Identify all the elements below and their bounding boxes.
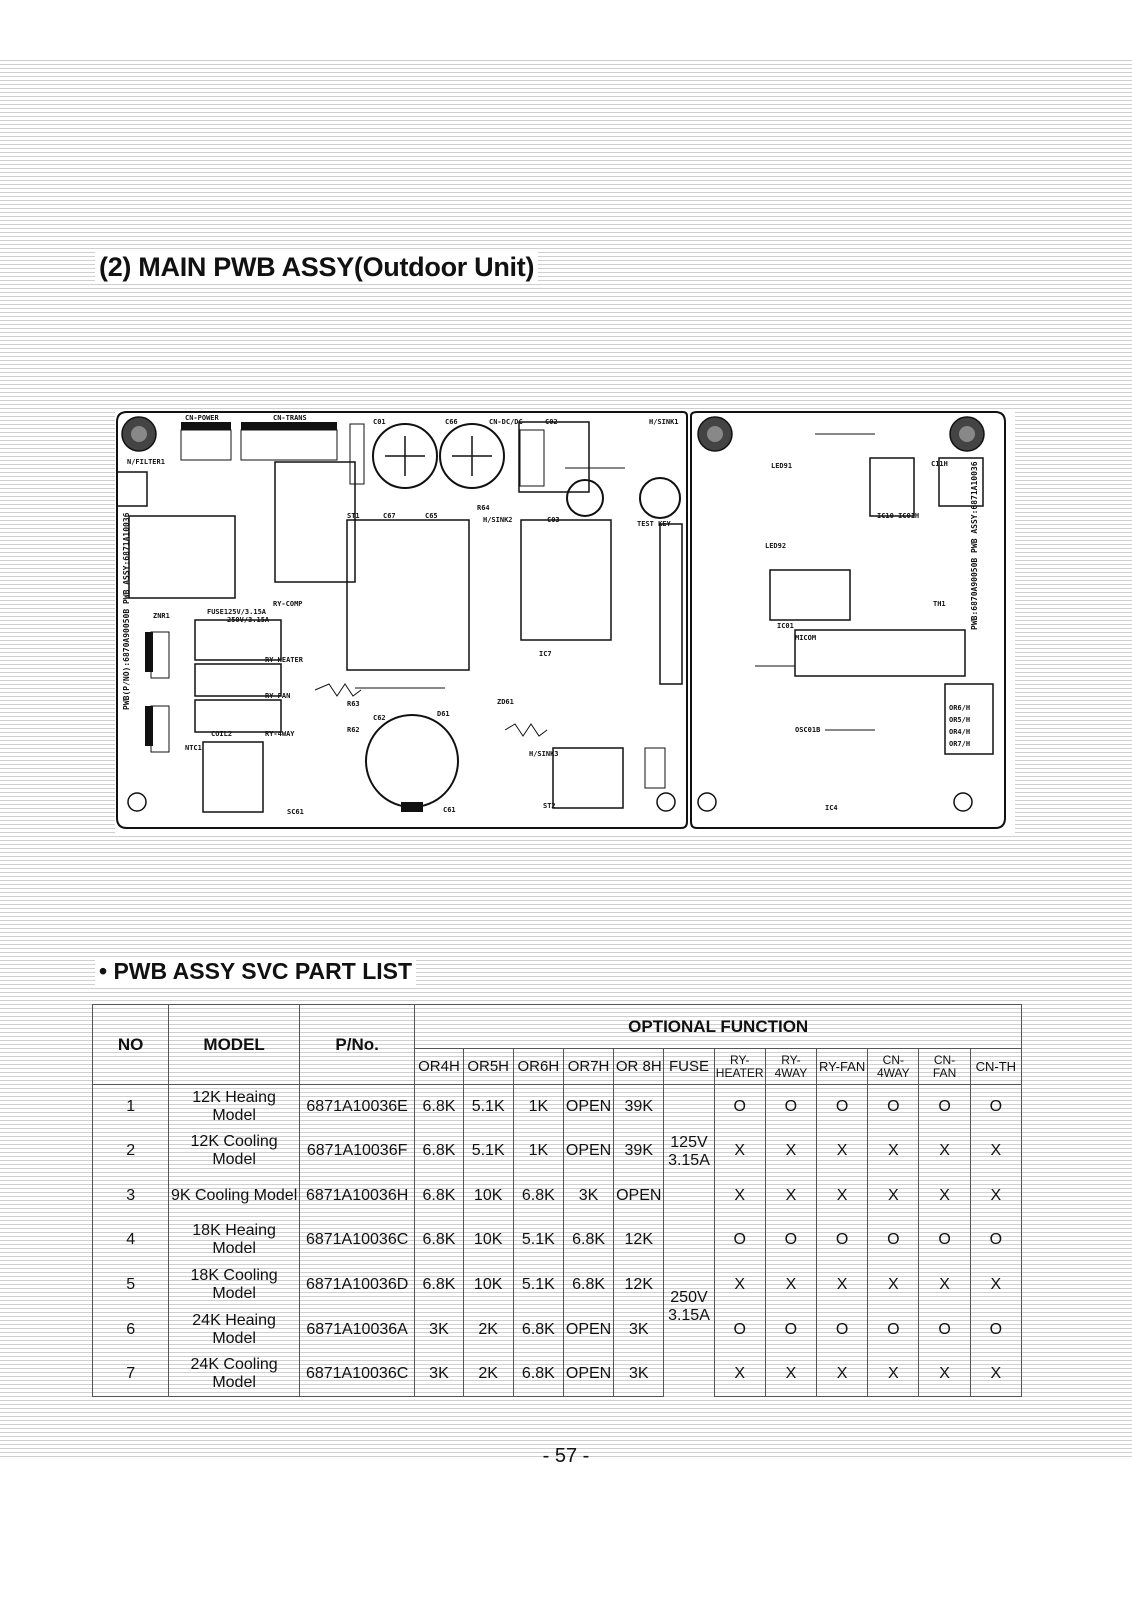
cell-or4h: 6.8K bbox=[415, 1085, 463, 1130]
table-row bbox=[93, 1085, 1022, 1130]
label-test-key: TEST KEY bbox=[637, 520, 671, 528]
cell-or8h: 39K bbox=[614, 1129, 664, 1174]
cell-model: 18K Cooling Model bbox=[169, 1263, 300, 1308]
label-or-options3: OR4/H bbox=[949, 728, 971, 736]
cell-or8h: 39K bbox=[614, 1085, 664, 1130]
label-c62: C62 bbox=[373, 714, 386, 722]
table-row bbox=[93, 1307, 1022, 1352]
cell-no: 5 bbox=[93, 1263, 169, 1308]
cell-option: X bbox=[714, 1129, 765, 1174]
label-ry-comp: RY-COMP bbox=[273, 600, 303, 608]
cell-pno: 6871A10036C bbox=[299, 1352, 414, 1397]
header-pno: P/No. bbox=[299, 1005, 414, 1085]
label-led91: LED91 bbox=[771, 462, 793, 470]
cell-option: O bbox=[817, 1307, 868, 1352]
header-ry-fan: RY-FAN bbox=[817, 1049, 868, 1085]
label-ic10: IC10 IC01H bbox=[877, 512, 920, 520]
header-ry-heater: RY- HEATER bbox=[714, 1049, 765, 1085]
label-r63: R63 bbox=[347, 700, 360, 708]
cell-or6h: 6.8K bbox=[513, 1307, 563, 1352]
header-or4h: OR4H bbox=[415, 1049, 463, 1085]
label-ic01: IC01 bbox=[777, 622, 794, 630]
header-fuse: FUSE bbox=[664, 1049, 714, 1085]
table-row bbox=[93, 1263, 1022, 1308]
cell-or8h: 12K bbox=[614, 1218, 664, 1263]
cell-no: 2 bbox=[93, 1129, 169, 1174]
cell-option: X bbox=[817, 1174, 868, 1219]
cell-option: O bbox=[868, 1085, 919, 1130]
label-fuse: FUSE125V/3.15A bbox=[207, 608, 267, 616]
table-row bbox=[93, 1174, 1022, 1219]
label-c02: C02 bbox=[545, 418, 558, 426]
cell-no: 7 bbox=[93, 1352, 169, 1397]
cell-option: X bbox=[714, 1174, 765, 1219]
cell-model: 12K Cooling Model bbox=[169, 1129, 300, 1174]
header-optional-function: OPTIONAL FUNCTION bbox=[415, 1005, 1022, 1049]
header-cn-fan: CN- FAN bbox=[919, 1049, 970, 1085]
cell-pno: 6871A10036H bbox=[299, 1174, 414, 1219]
cell-or6h: 5.1K bbox=[513, 1218, 563, 1263]
cell-or5h: 10K bbox=[463, 1174, 513, 1219]
cell-option: X bbox=[765, 1129, 816, 1174]
cell-option: X bbox=[868, 1263, 919, 1308]
cell-or7h: OPEN bbox=[563, 1352, 613, 1397]
header-ry-4way: RY- 4WAY bbox=[765, 1049, 816, 1085]
label-zd61: ZD61 bbox=[497, 698, 514, 706]
table-row bbox=[93, 1129, 1022, 1174]
cell-or4h: 6.8K bbox=[415, 1129, 463, 1174]
cell-option: X bbox=[868, 1129, 919, 1174]
label-c61: C61 bbox=[443, 806, 456, 814]
label-th1: TH1 bbox=[933, 600, 946, 608]
cell-no: 3 bbox=[93, 1174, 169, 1219]
cell-or5h: 2K bbox=[463, 1352, 513, 1397]
cell-no: 6 bbox=[93, 1307, 169, 1352]
label-c65: C65 bbox=[425, 512, 438, 520]
cell-or4h: 6.8K bbox=[415, 1263, 463, 1308]
cell-model: 18K Heaing Model bbox=[169, 1218, 300, 1263]
cell-pno: 6871A10036A bbox=[299, 1307, 414, 1352]
label-ic4: IC4 bbox=[825, 804, 838, 812]
cell-or5h: 5.1K bbox=[463, 1129, 513, 1174]
cell-or7h: OPEN bbox=[563, 1085, 613, 1130]
label-h-sink2: H/SINK2 bbox=[483, 516, 513, 524]
cell-or7h: 6.8K bbox=[563, 1263, 613, 1308]
cell-model: 12K Heaing Model bbox=[169, 1085, 300, 1130]
cell-option: X bbox=[919, 1263, 970, 1308]
cell-fuse: 250V 3.15A bbox=[664, 1218, 714, 1396]
label-r64: R64 bbox=[477, 504, 490, 512]
label-cn-trans: CN-TRANS bbox=[273, 414, 307, 422]
pwb-board-drawing bbox=[115, 410, 1015, 836]
cell-option: X bbox=[817, 1129, 868, 1174]
label-fuse-250: 250V/3.15A bbox=[227, 616, 270, 624]
label-ry-4way: RY-4WAY bbox=[265, 730, 295, 738]
cell-or7h: OPEN bbox=[563, 1129, 613, 1174]
label-h-sink1: H/SINK1 bbox=[649, 418, 679, 426]
cell-option: O bbox=[714, 1085, 765, 1130]
label-ic7: IC7 bbox=[539, 650, 552, 658]
label-or-options4: OR7/H bbox=[949, 740, 971, 748]
cell-or6h: 1K bbox=[513, 1085, 563, 1130]
label-st1: ST1 bbox=[347, 512, 360, 520]
cell-or7h: 6.8K bbox=[563, 1218, 613, 1263]
label-n-filter1: N/FILTER1 bbox=[127, 458, 165, 466]
label-osc01b: OSC01B bbox=[795, 726, 821, 734]
part-list-body bbox=[93, 1085, 1022, 1397]
cell-option: X bbox=[714, 1352, 765, 1397]
cell-option: O bbox=[970, 1307, 1021, 1352]
cell-or7h: 3K bbox=[563, 1174, 613, 1219]
cell-option: O bbox=[817, 1218, 868, 1263]
cell-option: O bbox=[919, 1307, 970, 1352]
cell-or7h: OPEN bbox=[563, 1307, 613, 1352]
cell-option: O bbox=[817, 1085, 868, 1130]
cell-pno: 6871A10036F bbox=[299, 1129, 414, 1174]
header-or8h: OR 8H bbox=[614, 1049, 664, 1085]
cell-option: O bbox=[919, 1218, 970, 1263]
cell-or6h: 6.8K bbox=[513, 1352, 563, 1397]
label-micom: MICOM bbox=[795, 634, 817, 642]
cell-option: O bbox=[765, 1218, 816, 1263]
label-c01: C01 bbox=[373, 418, 386, 426]
cell-fuse: 125V 3.15A bbox=[664, 1085, 714, 1219]
label-sc61: SC61 bbox=[287, 808, 304, 816]
cell-option: X bbox=[970, 1174, 1021, 1219]
cell-or8h: 3K bbox=[614, 1307, 664, 1352]
label-or-options2: OR5/H bbox=[949, 716, 971, 724]
cell-option: O bbox=[970, 1218, 1021, 1263]
cell-or4h: 6.8K bbox=[415, 1218, 463, 1263]
cell-option: X bbox=[817, 1352, 868, 1397]
cell-or8h: 12K bbox=[614, 1263, 664, 1308]
label-c66: C66 bbox=[445, 418, 458, 426]
cell-or4h: 3K bbox=[415, 1352, 463, 1397]
cell-no: 1 bbox=[93, 1085, 169, 1130]
cell-no: 4 bbox=[93, 1218, 169, 1263]
label-cn-power: CN-POWER bbox=[185, 414, 219, 422]
cell-pno: 6871A10036D bbox=[299, 1263, 414, 1308]
cell-option: O bbox=[714, 1218, 765, 1263]
label-st2: ST2 bbox=[543, 802, 556, 810]
cell-option: X bbox=[714, 1263, 765, 1308]
cell-option: X bbox=[868, 1174, 919, 1219]
cell-option: X bbox=[765, 1263, 816, 1308]
label-r62: R62 bbox=[347, 726, 360, 734]
page-title: (2) MAIN PWB ASSY(Outdoor Unit) bbox=[95, 252, 538, 283]
label-pwb-assy-right: PWB:6870A90050B PWB ASSY:6871A10036 bbox=[970, 461, 979, 630]
cell-or4h: 6.8K bbox=[415, 1174, 463, 1219]
header-or6h: OR6H bbox=[513, 1049, 563, 1085]
cell-or6h: 5.1K bbox=[513, 1263, 563, 1308]
label-pwb-assy-left: PWB(P/NO):6870A90050B PWB ASSY:6871A10036 bbox=[122, 512, 131, 710]
table-row bbox=[93, 1352, 1022, 1397]
cell-option: O bbox=[765, 1085, 816, 1130]
cell-or8h: OPEN bbox=[614, 1174, 664, 1219]
label-c11h: C11H bbox=[931, 460, 948, 468]
cell-option: X bbox=[919, 1174, 970, 1219]
label-znr1: ZNR1 bbox=[153, 612, 170, 620]
cell-or5h: 10K bbox=[463, 1218, 513, 1263]
label-led92: LED92 bbox=[765, 542, 787, 550]
header-no: NO bbox=[93, 1005, 169, 1085]
cell-model: 24K Cooling Model bbox=[169, 1352, 300, 1397]
cell-model: 9K Cooling Model bbox=[169, 1174, 300, 1219]
cell-option: O bbox=[714, 1307, 765, 1352]
cell-or8h: 3K bbox=[614, 1352, 664, 1397]
cell-pno: 6871A10036C bbox=[299, 1218, 414, 1263]
label-ry-heater: RY-HEATER bbox=[265, 656, 303, 664]
label-c03: C03 bbox=[547, 516, 560, 524]
cell-option: X bbox=[765, 1174, 816, 1219]
cell-or5h: 10K bbox=[463, 1263, 513, 1308]
cell-or5h: 5.1K bbox=[463, 1085, 513, 1130]
cell-or5h: 2K bbox=[463, 1307, 513, 1352]
label-ry-fan: RY-FAN bbox=[265, 692, 291, 700]
cell-option: X bbox=[970, 1263, 1021, 1308]
label-h-sink3: H/SINK3 bbox=[529, 750, 559, 758]
cell-or6h: 6.8K bbox=[513, 1174, 563, 1219]
pwb-diagram bbox=[115, 410, 1015, 836]
cell-option: X bbox=[970, 1352, 1021, 1397]
cell-option: O bbox=[765, 1307, 816, 1352]
cell-option: X bbox=[970, 1129, 1021, 1174]
header-or7h: OR7H bbox=[563, 1049, 613, 1085]
cell-pno: 6871A10036E bbox=[299, 1085, 414, 1130]
cell-option: X bbox=[817, 1263, 868, 1308]
table-row bbox=[93, 1218, 1022, 1263]
label-ntc1: NTC1 bbox=[185, 744, 202, 752]
cell-option: O bbox=[970, 1085, 1021, 1130]
header-cn-4way: CN- 4WAY bbox=[868, 1049, 919, 1085]
page-number: - 57 - bbox=[542, 1445, 590, 1467]
cell-option: O bbox=[868, 1218, 919, 1263]
label-c67: C67 bbox=[383, 512, 396, 520]
cell-option: O bbox=[868, 1307, 919, 1352]
cell-or4h: 3K bbox=[415, 1307, 463, 1352]
label-d61: D61 bbox=[437, 710, 450, 718]
label-coil2: COIL2 bbox=[211, 730, 233, 738]
label-or-options: OR6/H bbox=[949, 704, 971, 712]
cell-model: 24K Heaing Model bbox=[169, 1307, 300, 1352]
cell-option: O bbox=[919, 1085, 970, 1130]
cell-option: X bbox=[765, 1352, 816, 1397]
part-list-table bbox=[92, 1004, 1022, 1397]
cell-or6h: 1K bbox=[513, 1129, 563, 1174]
header-model: MODEL bbox=[169, 1005, 300, 1085]
part-list-title: • PWB ASSY SVC PART LIST bbox=[95, 958, 416, 985]
cell-option: X bbox=[919, 1129, 970, 1174]
header-or5h: OR5H bbox=[463, 1049, 513, 1085]
cell-option: X bbox=[919, 1352, 970, 1397]
header-cn-th: CN-TH bbox=[970, 1049, 1021, 1085]
label-cn-dcdc: CN-DC/DC bbox=[489, 418, 523, 426]
cell-option: X bbox=[868, 1352, 919, 1397]
